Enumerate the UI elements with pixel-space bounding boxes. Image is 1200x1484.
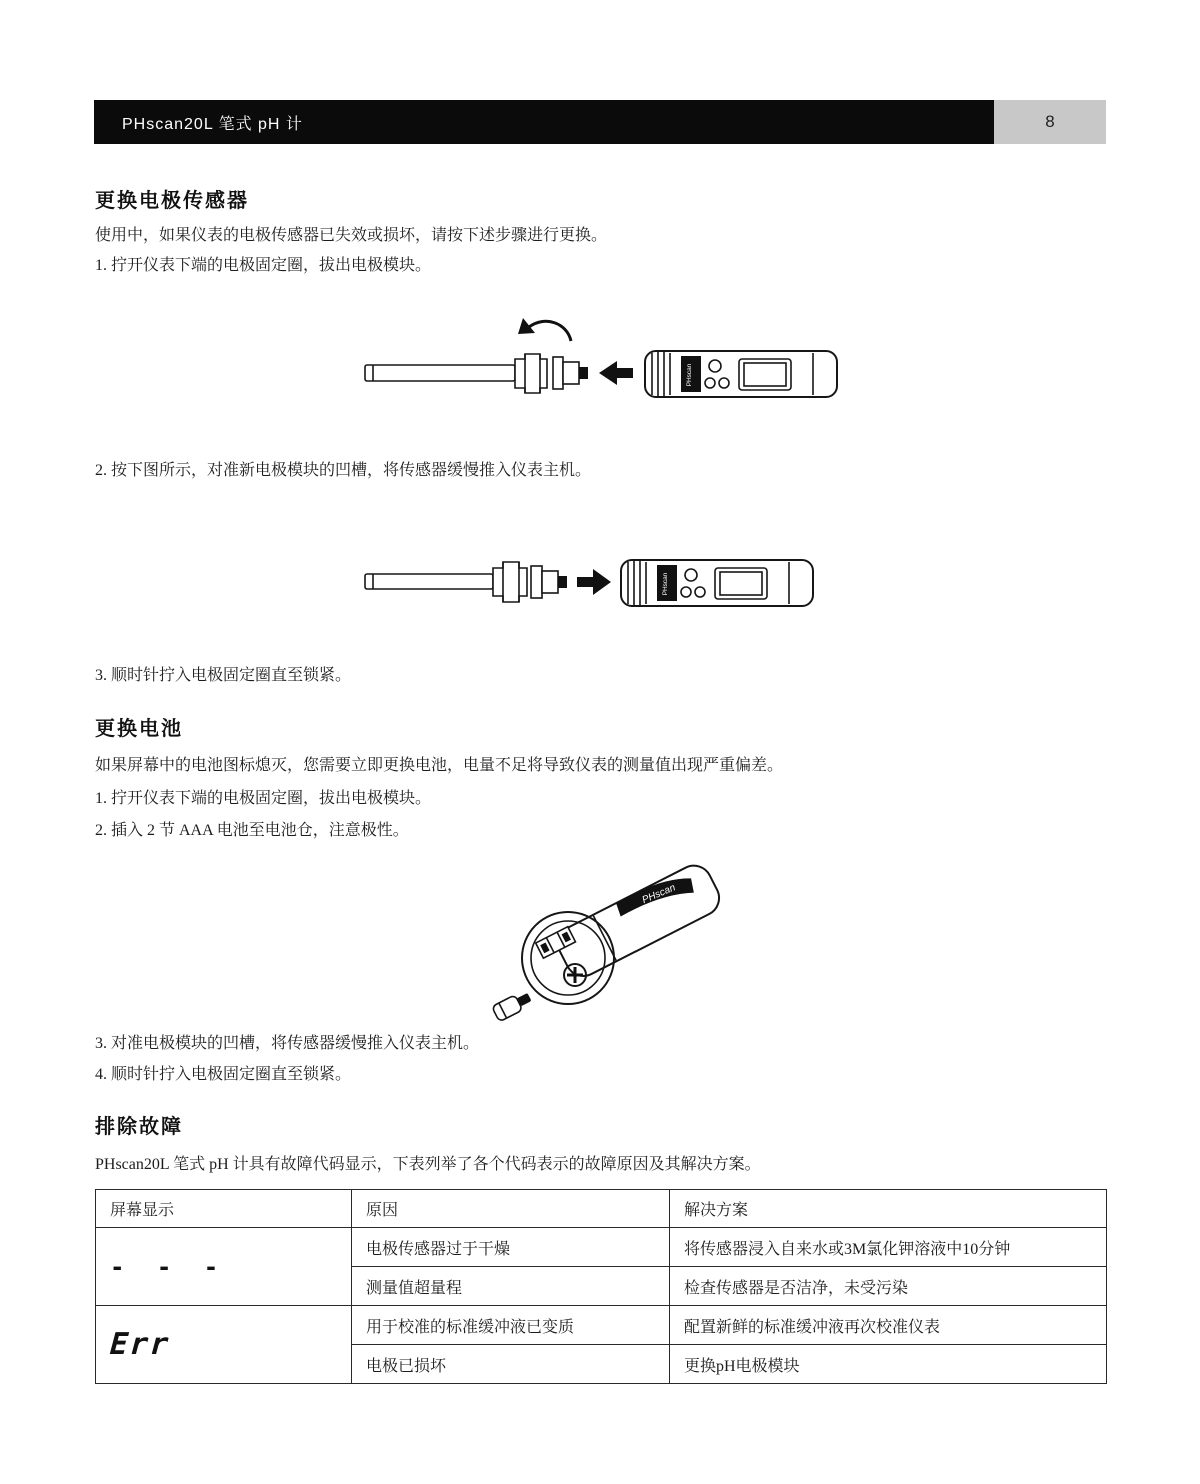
battery-compartment-face: [522, 912, 614, 1004]
brand-label-text: PHscan: [662, 572, 669, 596]
meter-button-right: [695, 587, 705, 597]
meter-button-left: [681, 587, 691, 597]
electrode-fixing-ring: [515, 354, 547, 393]
error-code-display: - - -: [110, 1252, 228, 1281]
solution-cell: 将传感器浸入自来水或3M氯化钾溶液中10分钟: [670, 1228, 1107, 1267]
figure-insert-electrode-module-drawing: [355, 528, 855, 640]
figure-battery-compartment: [460, 858, 760, 1026]
troubleshooting-table: [95, 1189, 1107, 1384]
probe-rod: [365, 365, 515, 381]
figure-battery-compartment-drawing: [460, 858, 760, 1026]
figure-remove-electrode-module: [355, 305, 855, 445]
error-code-cell-err: [96, 1306, 352, 1384]
electrode-cap: [492, 989, 534, 1021]
meter-button-left: [705, 378, 715, 388]
page-header-title: PHscan20L 笔式 pH 计: [94, 100, 994, 144]
column-header-solution: 解决方案: [670, 1190, 1107, 1228]
column-header-cause: 原因: [352, 1190, 670, 1228]
meter-button-top: [685, 569, 697, 581]
page-number: 8: [994, 100, 1106, 144]
screw-icon: [564, 964, 586, 986]
table-row: [96, 1228, 1107, 1267]
meter-button-right: [719, 378, 729, 388]
solution-cell: 检查传感器是否洁净，未受污染: [670, 1267, 1107, 1306]
sensor-step-2: 2. 按下图所示，对准新电极模块的凹槽，将传感器缓慢推入仪表主机。: [95, 462, 592, 479]
cause-cell: 电极已损坏: [352, 1345, 670, 1384]
error-code-display: Err: [108, 1327, 172, 1362]
meter-body: [645, 351, 837, 397]
table-row: [96, 1306, 1107, 1345]
sensor-intro-text: 使用中，如果仪表的电极传感器已失效或损坏，请按下述步骤进行更换。: [95, 227, 608, 244]
battery-step-4: 4. 顺时针拧入电极固定圈直至锁紧。: [95, 1066, 352, 1083]
arrow-left-icon: [599, 361, 633, 385]
cause-cell: 测量值超量程: [352, 1267, 670, 1306]
battery-intro-text: 如果屏幕中的电池图标熄灭，您需要立即更换电池，电量不足将导致仪表的测量值出现严重偏差。: [95, 757, 784, 774]
sensor-step-1: 1. 拧开仪表下端的电极固定圈，拔出电极模块。: [95, 257, 432, 274]
troubleshooting-intro-text: PHscan20L 笔式 pH 计具有故障代码显示，下表列举了各个代码表示的故障原因及其解决方案。: [95, 1156, 761, 1173]
brand-label-text: PHscan: [640, 882, 678, 907]
cause-cell: 电极传感器过于干燥: [352, 1228, 670, 1267]
probe-rod: [365, 574, 493, 589]
section-heading-replace-sensor: 更换电极传感器: [95, 190, 249, 212]
rotate-arrow-icon: [518, 318, 571, 341]
battery-step-3: 3. 对准电极模块的凹槽，将传感器缓慢推入仪表主机。: [95, 1035, 480, 1052]
electrode-fixing-ring: [493, 562, 527, 602]
figure-remove-electrode-module-drawing: [355, 305, 855, 445]
electrode-module: [553, 357, 588, 389]
battery-step-1: 1. 拧开仪表下端的电极固定圈，拔出电极模块。: [95, 790, 432, 807]
brand-label-text: PHscan: [686, 363, 693, 387]
solution-cell: 更换pH电极模块: [670, 1345, 1107, 1384]
cause-cell: 用于校准的标准缓冲液已变质: [352, 1306, 670, 1345]
page-header: [94, 100, 1106, 144]
section-heading-troubleshooting: 排除故障: [95, 1116, 183, 1138]
solution-cell: 配置新鲜的标准缓冲液再次校准仪表: [670, 1306, 1107, 1345]
section-heading-replace-battery: 更换电池: [95, 718, 183, 740]
meter-body: [621, 560, 813, 606]
meter-button-top: [709, 360, 721, 372]
electrode-module: [531, 566, 567, 598]
sensor-step-3: 3. 顺时针拧入电极固定圈直至锁紧。: [95, 667, 352, 684]
error-code-cell-dashes: [96, 1228, 352, 1306]
figure-insert-electrode-module: [355, 528, 855, 640]
battery-step-2: 2. 插入 2 节 AAA 电池至电池仓，注意极性。: [95, 822, 409, 839]
column-header-display: 屏幕显示: [96, 1190, 352, 1228]
table-header-row: [96, 1190, 1107, 1228]
arrow-right-icon: [577, 569, 611, 595]
